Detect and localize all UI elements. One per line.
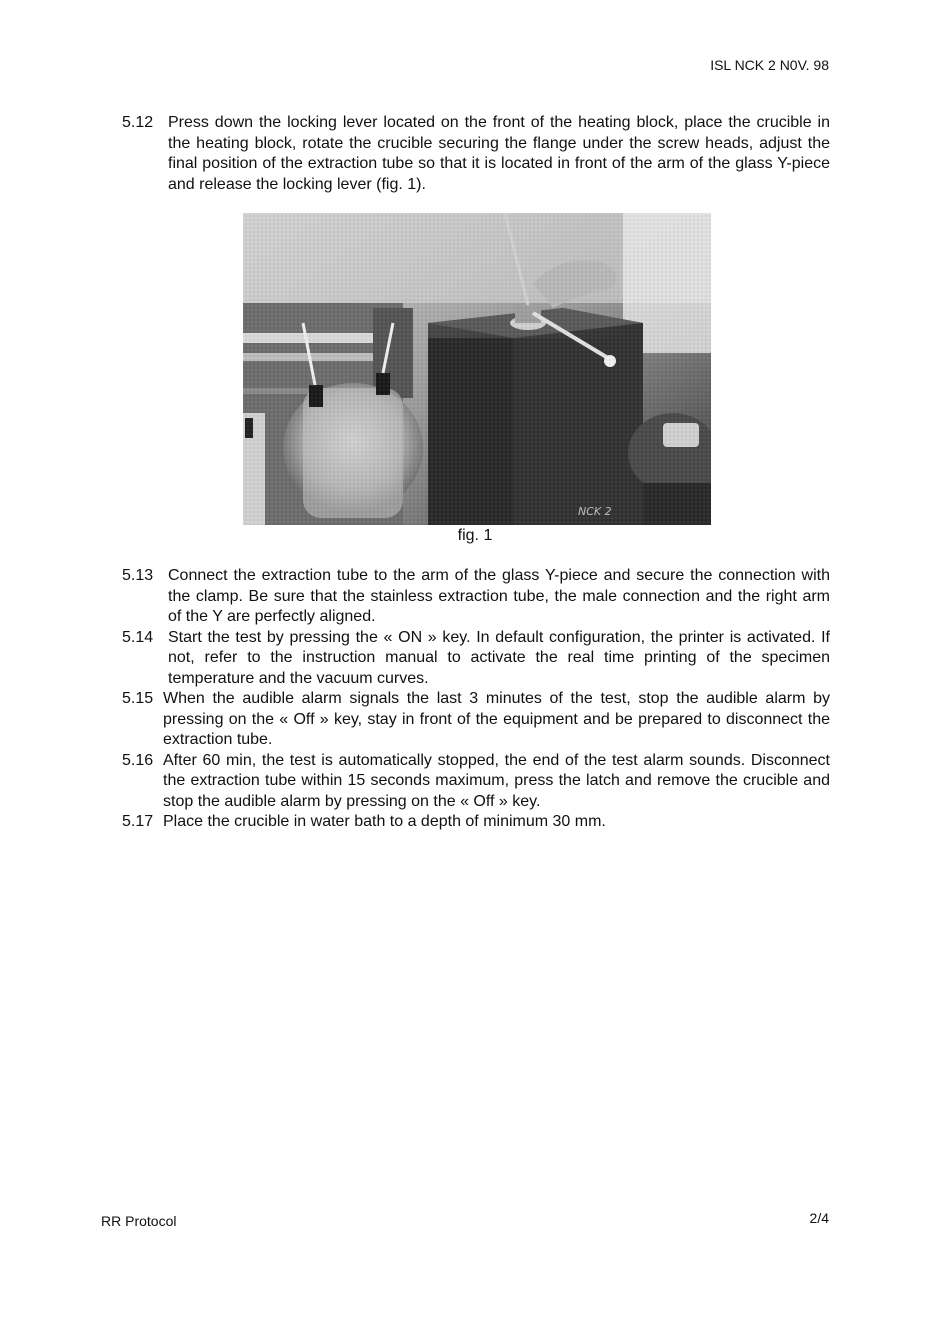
step-5-14 (122, 628, 830, 690)
footer-title: RR Protocol (101, 1213, 177, 1229)
step-text: Start the test by pressing the « ON » key. In default configuration, the printer is activated. If not, refer to the instruction manual to activate the real time printing of the specimen temperature and the vacuum curves. (168, 628, 830, 687)
step-5-12 (122, 113, 830, 195)
step-text: After 60 min, the test is automatically stopped, the end of the test alarm sounds. Disconnect the extraction tube within 15 seconds maximum, press the latch and remove the crucible and stop the audible alarm by pressing on the « Off » key. (163, 751, 830, 810)
steps-bottom (122, 566, 830, 833)
step-number: 5.15 (122, 690, 154, 707)
document-reference: ISL NCK 2 N0V. 98 (710, 57, 829, 73)
figure-photo (243, 213, 711, 525)
steps-top (122, 113, 830, 195)
step-5-17 (122, 812, 830, 833)
step-text: Press down the locking lever located on the front of the heating block, place the crucible in the heating block, rotate the crucible securing the flange under the screw heads, adjust the final position of the extraction tube so that it is located in front of the arm of the glass Y-piece and release the locking lever (fig. 1). (168, 114, 830, 193)
page-number: 2/4 (809, 1210, 829, 1226)
step-5-15 (122, 689, 830, 751)
step-text: Place the crucible in water bath to a depth of minimum 30 mm. (163, 813, 606, 830)
step-number: 5.17 (122, 813, 154, 830)
step-5-16 (122, 751, 830, 813)
apparatus-photo (243, 213, 711, 525)
step-5-13 (122, 566, 830, 628)
figure-caption: fig. 1 (457, 527, 493, 544)
step-number: 5.13 (122, 567, 154, 584)
step-number: 5.12 (122, 114, 154, 131)
step-number: 5.14 (122, 628, 154, 646)
step-text: Connect the extraction tube to the arm of the glass Y-piece and secure the connection with the clamp. Be sure that the stainless extraction tube, the male connection and the right arm of the Y are perfectly aligned. (168, 567, 830, 625)
step-number: 5.16 (122, 751, 154, 769)
step-text: When the audible alarm signals the last 3 minutes of the test, stop the audible alarm by pressing on the « Off » key, stay in front of the equipment and be prepared to disconnect the extraction tube. (163, 690, 830, 748)
